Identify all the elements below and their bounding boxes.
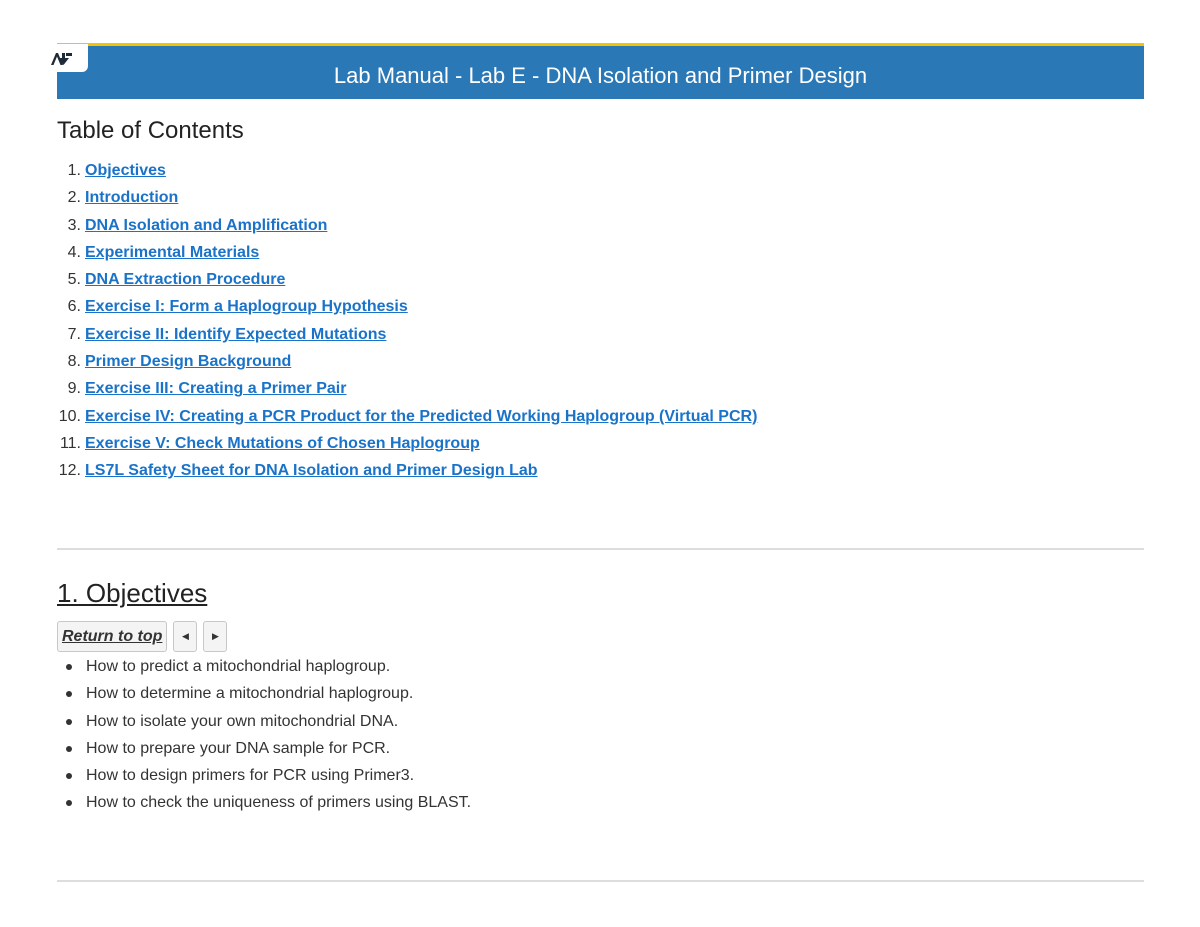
triangle-left-icon: ◀ xyxy=(181,631,189,641)
toc-link[interactable]: Objectives xyxy=(85,162,166,179)
toc-item-number: 9. xyxy=(67,380,81,398)
objective-item xyxy=(60,766,471,793)
bullet-icon xyxy=(66,773,72,779)
toc-item-number: 3. xyxy=(67,216,81,234)
toc-link[interactable]: Exercise III: Creating a Primer Pair xyxy=(85,380,347,398)
toc-item xyxy=(57,407,757,434)
toc-link[interactable]: Exercise II: Identify Expected Mutations xyxy=(85,325,387,343)
toc-link[interactable]: Exercise V: Check Mutations of Chosen Haplogroup xyxy=(85,434,480,452)
toc-link[interactable]: DNA Isolation and Amplification xyxy=(85,216,328,234)
toc-link[interactable]: Introduction xyxy=(85,189,179,207)
bullet-icon xyxy=(66,746,72,752)
objective-item xyxy=(60,657,471,684)
toc-item-number: 6. xyxy=(67,298,81,316)
toc-item xyxy=(57,188,757,215)
objectives-heading: 1. Objectives xyxy=(57,578,208,608)
divider xyxy=(57,880,1144,882)
toc-item xyxy=(57,216,757,243)
toc-item xyxy=(57,161,757,188)
toc-item-number: 2. xyxy=(67,189,81,207)
objective-text: How to design primers for PCR using Primer3. xyxy=(86,767,415,785)
objective-item xyxy=(60,712,471,739)
objective-text: How to predict a mitochondrial haplogroup. xyxy=(86,658,391,675)
toc-link[interactable]: Exercise I: Form a Haplogroup Hypothesis xyxy=(85,298,408,316)
toc-item-number: 5. xyxy=(67,271,81,289)
logo-tab[interactable] xyxy=(44,44,88,72)
toc-item xyxy=(57,297,757,324)
section-nav xyxy=(57,621,227,652)
toc-list xyxy=(57,161,757,489)
toc-item xyxy=(57,352,757,379)
toc-item-number: 10. xyxy=(58,407,81,425)
objectives-list xyxy=(60,657,471,821)
objective-text: How to prepare your DNA sample for PCR. xyxy=(86,739,391,757)
objective-text: How to determine a mitochondrial haplogroup. xyxy=(86,685,414,703)
objective-text: How to check the uniqueness of primers using BLAST. xyxy=(86,794,472,812)
objective-item xyxy=(60,739,471,766)
toc-item-number: 7. xyxy=(67,325,81,343)
prev-section-button[interactable] xyxy=(173,621,197,652)
triangle-right-icon: ▶ xyxy=(211,631,219,641)
divider xyxy=(57,548,1144,550)
toc-item xyxy=(57,379,757,406)
toc-item-number: 11. xyxy=(59,434,81,452)
toc-item-number: 8. xyxy=(67,353,81,371)
return-to-top-button[interactable]: Return to top xyxy=(57,621,167,652)
bullet-icon xyxy=(66,800,72,806)
toc-link[interactable]: Experimental Materials xyxy=(85,243,260,261)
objective-item xyxy=(60,684,471,711)
bullet-icon xyxy=(66,719,72,725)
toc-item-number: 4. xyxy=(67,243,81,261)
toc-item xyxy=(57,270,757,297)
toc-item xyxy=(57,461,757,488)
toc-heading: Table of Contents xyxy=(57,117,244,144)
toc-item-number: 12. xyxy=(58,462,81,480)
lab-logo-icon xyxy=(50,52,74,66)
next-section-button[interactable] xyxy=(203,621,227,652)
toc-link[interactable]: Primer Design Background xyxy=(85,353,292,371)
objective-item xyxy=(60,793,471,820)
objective-text: How to isolate your own mitochondrial DNA. xyxy=(86,712,399,730)
toc-link[interactable]: LS7L Safety Sheet for DNA Isolation and Primer Design Lab xyxy=(85,462,538,480)
toc-link[interactable]: DNA Extraction Procedure xyxy=(85,271,286,289)
toc-item-number: 1. xyxy=(67,162,81,179)
toc-item xyxy=(57,243,757,270)
bullet-icon xyxy=(66,664,72,670)
header-bar xyxy=(57,43,1144,99)
toc-item xyxy=(57,325,757,352)
bullet-icon xyxy=(66,691,72,697)
toc-item xyxy=(57,434,757,461)
toc-link[interactable]: Exercise IV: Creating a PCR Product for the Predicted Working Haplogroup (Virtual PCR) xyxy=(85,407,758,425)
page-title: Lab Manual - Lab E - DNA Isolation and Primer Design xyxy=(333,63,868,88)
